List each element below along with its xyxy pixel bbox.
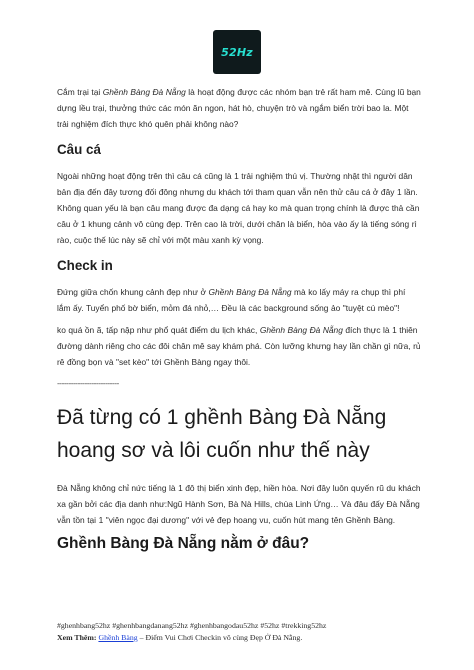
- checkin-paragraph-2: [57, 322, 421, 371]
- intro-paragraph: [57, 84, 421, 133]
- see-more-suffix: – Điểm Vui Chơi Checkin vô cùng Đẹp Ở Đà Nẵng.: [137, 633, 303, 642]
- brand-logo: [213, 30, 261, 74]
- separator-line: ---------------------------: [57, 377, 119, 388]
- logo-text: 52Hz: [221, 45, 253, 59]
- main-paragraph: Đà Nẵng không chỉ nức tiếng là 1 đô thị biển xinh đẹp, hiền hòa. Nơi đây luôn quyến rũ du khách xa gần bởi các địa danh như:Ngũ Hành Sơn, Bà Nà Hills, chùa Linh Ứng… Và đâu đấy Đà Nẵng vẫn tồn tại 1 "viên ngọc đại dương" với vẻ đẹp hoang vu, cuốn hút mang tên Ghềnh Bàng.: [57, 482, 421, 526]
- checkin-p1-suffix: mà ko lấy máy ra chụp thì phí lắm ấy. Tuyển phố bờ biển, mỏm đá nhỏ,… Đều là các background sống ảo "tuyệt cú mèo"!: [57, 286, 406, 313]
- ghenh-bang-link[interactable]: Ghềnh Bàng: [98, 633, 138, 642]
- fishing-paragraph: Ngoài những hoạt động trên thì câu cá cũng là 1 trải nghiệm thú vị. Thường nhật thì người dân bản địa đến đây tương đối đông nhưng du khách tới tham quan vẫn nên thử câu cá ở đây 1 lần. Không quan yếu là bạn câu mang được đa dạng cá hay ko mà quan trọng chính là được thả cần câu ở 1 khung cảnh vô cùng đẹp. Trên cao là trời, dưới chân là biển, hòa vào ấy là tiếng sóng rì rào, cuộc thế lúc này sẽ chỉ với một màu xanh kỳ vọng.: [57, 170, 420, 246]
- checkin-heading: Check in: [57, 257, 113, 273]
- article-body: [57, 84, 421, 554]
- checkin-p1-prefix: Đứng giữa chốn khung cảnh đẹp như ở: [57, 286, 209, 297]
- checkin-p2-suffix: đích thực là 1 thiên đường dành riêng cho các đôi chân mê say khám phá. Còn lưỡng khưng hay lần chần gì nữa, rủ rê đồng bọn và "set kèo" tới Ghềnh Bàng ngay thôi.: [57, 325, 421, 368]
- intro-emphasis: Ghềnh Bàng Đà Nẵng: [102, 87, 186, 97]
- hashtags: #ghenhbang52hz #ghenhbangdanang52hz #ghenhbangodau52hz #52hz #trekking52hz: [57, 621, 327, 630]
- checkin-p2-prefix: ko quá ồn ã, tấp nập như phổ quát điểm du lịch khác,: [57, 325, 260, 336]
- page-footer: [57, 620, 437, 644]
- intro-suffix: là hoạt động được các nhóm bạn trẻ rất ham mê. Cùng lũ bạn dựng lều trại, thưởng thức các món ăn ngon, hát hò, chuyện trò và ngắm biển trời bao la. Một trải nghiệm đích thực khó quên phải không nào?: [57, 87, 421, 130]
- intro-prefix: Cắm trại tại: [57, 87, 103, 97]
- see-more-label: Xem Thêm:: [57, 633, 97, 642]
- checkin-p1-emphasis: Ghềnh Bàng Đà Nẵng: [208, 286, 292, 297]
- see-more-line: [57, 632, 437, 644]
- fishing-heading: Câu cá: [57, 141, 101, 157]
- location-subheading: Ghềnh Bàng Đà Nẵng nằm ở đâu?: [57, 535, 310, 553]
- checkin-paragraph-1: [57, 284, 421, 316]
- checkin-p2-emphasis: Ghềnh Bàng Đà Nẵng: [259, 325, 343, 336]
- main-heading: Đã từng có 1 ghềnh Bàng Đà Nẵng hoang sơ và lôi cuốn như thế này: [57, 405, 387, 462]
